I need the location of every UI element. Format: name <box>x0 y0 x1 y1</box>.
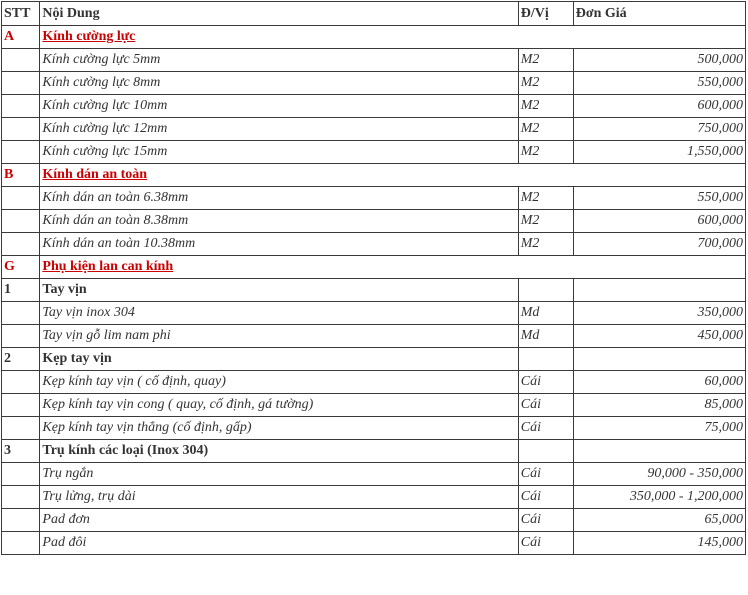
item-unit: Cái <box>518 463 573 486</box>
group-code: 3 <box>2 440 40 463</box>
group-price-empty <box>573 440 745 463</box>
item-name: Trụ lửng, trụ dài <box>40 486 518 509</box>
item-price: 750,000 <box>573 118 745 141</box>
item-stt-empty <box>2 463 40 486</box>
item-price: 600,000 <box>573 210 745 233</box>
section-code: A <box>2 26 40 49</box>
item-stt-empty <box>2 486 40 509</box>
item-price: 75,000 <box>573 417 745 440</box>
item-price: 1,550,000 <box>573 141 745 164</box>
group-code: 2 <box>2 348 40 371</box>
item-stt-empty <box>2 509 40 532</box>
item-unit: M2 <box>518 210 573 233</box>
group-unit-empty <box>518 279 573 302</box>
item-unit: Md <box>518 325 573 348</box>
group-title: Kẹp tay vịn <box>40 348 518 371</box>
item-price: 700,000 <box>573 233 745 256</box>
item-unit: M2 <box>518 187 573 210</box>
table-row <box>2 118 746 141</box>
table-row <box>2 371 746 394</box>
item-stt-empty <box>2 72 40 95</box>
item-unit: Cái <box>518 394 573 417</box>
group-price-empty <box>573 279 745 302</box>
item-unit: Cái <box>518 509 573 532</box>
item-unit: M2 <box>518 141 573 164</box>
table-row <box>2 463 746 486</box>
item-price: 600,000 <box>573 95 745 118</box>
item-unit: Cái <box>518 371 573 394</box>
group-row <box>2 348 746 371</box>
section-code: B <box>2 164 40 187</box>
table-row <box>2 302 746 325</box>
item-stt-empty <box>2 95 40 118</box>
item-price: 65,000 <box>573 509 745 532</box>
item-unit: M2 <box>518 72 573 95</box>
item-unit: M2 <box>518 118 573 141</box>
section-row <box>2 26 746 49</box>
item-unit: Cái <box>518 532 573 555</box>
header-stt: STT <box>2 2 40 26</box>
section-row <box>2 256 746 279</box>
section-row <box>2 164 746 187</box>
item-unit: M2 <box>518 233 573 256</box>
item-name: Kẹp kính tay vịn cong ( quay, cố định, gá tường) <box>40 394 518 417</box>
item-name: Kính cường lực 12mm <box>40 118 518 141</box>
item-price: 350,000 - 1,200,000 <box>573 486 745 509</box>
item-stt-empty <box>2 210 40 233</box>
table-row <box>2 95 746 118</box>
item-stt-empty <box>2 371 40 394</box>
item-unit: M2 <box>518 49 573 72</box>
item-name: Kính cường lực 5mm <box>40 49 518 72</box>
item-price: 85,000 <box>573 394 745 417</box>
table-body <box>2 26 746 555</box>
item-name: Kẹp kính tay vịn thẳng (cố định, gấp) <box>40 417 518 440</box>
table-row <box>2 394 746 417</box>
header-row <box>2 2 746 26</box>
item-price: 550,000 <box>573 72 745 95</box>
header-content: Nội Dung <box>40 2 518 26</box>
item-price: 90,000 - 350,000 <box>573 463 745 486</box>
group-row <box>2 440 746 463</box>
item-price: 145,000 <box>573 532 745 555</box>
header-unit: Đ/Vị <box>518 2 573 26</box>
table-row <box>2 532 746 555</box>
item-stt-empty <box>2 532 40 555</box>
group-row <box>2 279 746 302</box>
table-row <box>2 325 746 348</box>
item-stt-empty <box>2 394 40 417</box>
table-row <box>2 72 746 95</box>
section-title-link[interactable]: Phụ kiện lan can kính <box>40 256 746 279</box>
item-name: Pad đơn <box>40 509 518 532</box>
item-stt-empty <box>2 417 40 440</box>
group-code: 1 <box>2 279 40 302</box>
item-name: Kính dán an toàn 10.38mm <box>40 233 518 256</box>
item-stt-empty <box>2 187 40 210</box>
section-title-link[interactable]: Kính dán an toàn <box>40 164 746 187</box>
section-title-link[interactable]: Kính cường lực <box>40 26 746 49</box>
section-code: G <box>2 256 40 279</box>
table-row <box>2 49 746 72</box>
group-price-empty <box>573 348 745 371</box>
item-name: Kẹp kính tay vịn ( cố định, quay) <box>40 371 518 394</box>
item-stt-empty <box>2 141 40 164</box>
item-unit: Cái <box>518 417 573 440</box>
table-row <box>2 187 746 210</box>
item-name: Kính cường lực 10mm <box>40 95 518 118</box>
table-row <box>2 141 746 164</box>
group-unit-empty <box>518 440 573 463</box>
item-name: Kính dán an toàn 8.38mm <box>40 210 518 233</box>
item-stt-empty <box>2 233 40 256</box>
table-row <box>2 486 746 509</box>
table-row <box>2 233 746 256</box>
item-name: Kính cường lực 15mm <box>40 141 518 164</box>
item-name: Pad đôi <box>40 532 518 555</box>
item-name: Kính cường lực 8mm <box>40 72 518 95</box>
table-row <box>2 210 746 233</box>
item-name: Tay vịn inox 304 <box>40 302 518 325</box>
item-name: Trụ ngắn <box>40 463 518 486</box>
group-title: Trụ kính các loại (Inox 304) <box>40 440 518 463</box>
item-name: Tay vịn gỗ lim nam phi <box>40 325 518 348</box>
item-stt-empty <box>2 118 40 141</box>
item-price: 500,000 <box>573 49 745 72</box>
item-stt-empty <box>2 49 40 72</box>
item-unit: Md <box>518 302 573 325</box>
table-row <box>2 417 746 440</box>
item-price: 350,000 <box>573 302 745 325</box>
item-stt-empty <box>2 325 40 348</box>
table-row <box>2 509 746 532</box>
item-unit: M2 <box>518 95 573 118</box>
item-name: Kính dán an toàn 6.38mm <box>40 187 518 210</box>
group-unit-empty <box>518 348 573 371</box>
price-table <box>1 1 746 555</box>
header-price: Đơn Giá <box>573 2 745 26</box>
item-price: 60,000 <box>573 371 745 394</box>
item-stt-empty <box>2 302 40 325</box>
item-unit: Cái <box>518 486 573 509</box>
item-price: 450,000 <box>573 325 745 348</box>
item-price: 550,000 <box>573 187 745 210</box>
group-title: Tay vịn <box>40 279 518 302</box>
